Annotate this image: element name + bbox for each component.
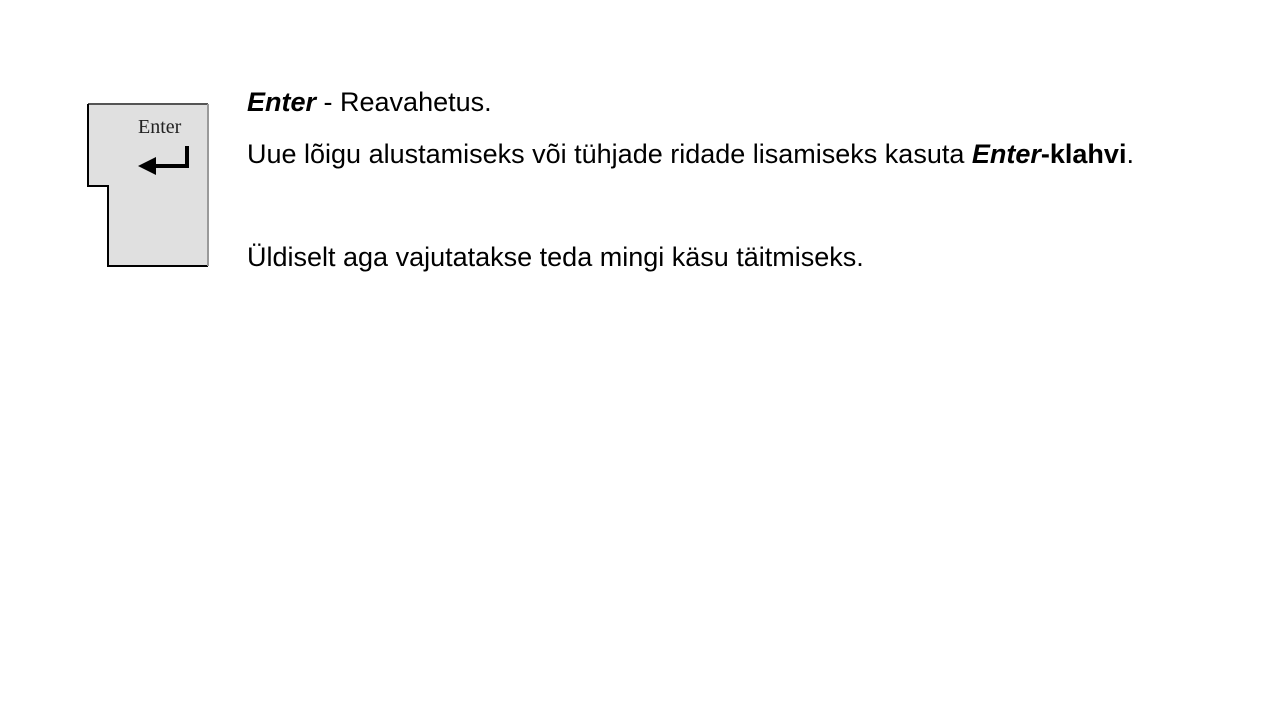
general-usage-line: Üldiselt aga vajutatakse teda mingi käsu täitmiseks. bbox=[247, 242, 864, 272]
key-label: Enter bbox=[138, 116, 182, 138]
usage-period: . bbox=[1126, 139, 1134, 169]
usage-text: Uue lõigu alustamiseks või tühjade ridade lisamiseks kasuta bbox=[247, 139, 972, 169]
usage-klahvi-suffix: -klahvi bbox=[1040, 139, 1127, 169]
enter-definition: - Reavahetus. bbox=[316, 87, 492, 117]
enter-key-drawing bbox=[84, 100, 214, 272]
usage-enter-term: Enter bbox=[971, 139, 1041, 169]
text-block bbox=[247, 82, 1257, 277]
enter-definition-line bbox=[247, 82, 1257, 122]
enter-term: Enter bbox=[247, 87, 317, 117]
enter-key-image bbox=[84, 100, 214, 272]
enter-usage-line bbox=[247, 134, 1257, 174]
